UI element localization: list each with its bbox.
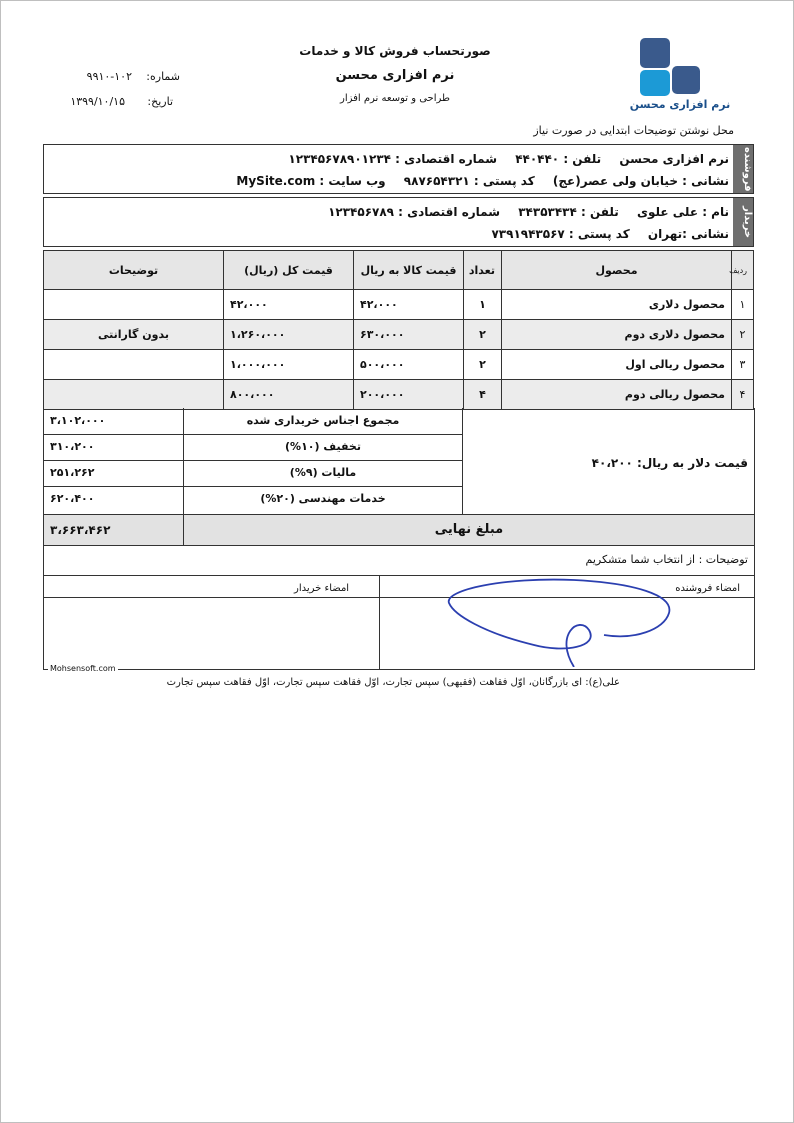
col-total-price: قیمت کل (ریال) (224, 251, 354, 290)
seller-phone: تلفن : ۴۴۰۴۴۰ (515, 152, 602, 166)
buyer-line-1 (314, 205, 729, 219)
number-value: ۹۹۱۰-۱۰۲ (86, 70, 132, 83)
seller-line-2 (222, 174, 729, 188)
final-amount-row (43, 514, 755, 546)
summary-label: تخفیف (۱۰%) (285, 440, 361, 453)
date-value: ۱۳۹۹/۱۰/۱۵ (70, 95, 125, 108)
row-number: ۳ (732, 350, 754, 380)
date-label: تاریخ: (147, 95, 173, 108)
notes-text: توضیحات : از انتخاب شما متشکریم (585, 553, 748, 566)
summary-label: خدمات مهندسی (۲۰%) (260, 492, 386, 505)
company-logo-icon (640, 38, 702, 98)
row-number: ۲ (732, 320, 754, 350)
seller-tag: فروشنده (733, 145, 753, 193)
final-amount-label: مبلغ نهایی (434, 522, 504, 537)
table-row (44, 290, 754, 320)
row-notes (44, 290, 224, 320)
col-quantity: تعداد (464, 251, 502, 290)
row-notes (44, 380, 224, 410)
table-row (44, 380, 754, 410)
row-unit-price: ۲۰۰،۰۰۰ (354, 380, 464, 410)
row-product: محصول ریالی اول (502, 350, 732, 380)
row-notes (44, 350, 224, 380)
seller-economic-code: شماره اقتصادی : ۱۲۳۴۵۶۷۸۹۰۱۲۳۴ (288, 152, 497, 166)
summary-value: ۳۱۰،۲۰۰ (44, 434, 184, 460)
row-unit-price: ۶۳۰،۰۰۰ (354, 320, 464, 350)
summary-label: مالیات (۹%) (289, 466, 357, 479)
seller-postal-code: کد پستی : ۹۸۷۶۵۴۳۲۱ (403, 174, 535, 188)
summary-divider (462, 408, 463, 514)
summary-row (44, 460, 462, 487)
row-notes: بدون گارانتی (44, 320, 224, 350)
summary-row (44, 408, 462, 435)
notes-box (43, 544, 755, 576)
table-header-row (44, 251, 754, 290)
row-unit-price: ۵۰۰،۰۰۰ (354, 350, 464, 380)
row-total-price: ۸۰۰،۰۰۰ (224, 380, 354, 410)
row-product: محصول دلاری (502, 290, 732, 320)
row-quantity: ۲ (464, 320, 502, 350)
header-note: محل نوشتن توضیحات ابتدایی در صورت نیاز (533, 124, 734, 137)
logo-text: نرم افزاری محسن (629, 98, 731, 111)
buyer-line-2 (477, 227, 729, 241)
footer-text: علی(ع): ای بازرگانان، اوّل فقاهت (فقیهی) سپس تجارت، اوّل فقاهت سپس تجارت، اوّل فقاهت سپس تجارت (166, 677, 620, 688)
row-number: ۱ (732, 290, 754, 320)
buyer-tag: خریدار (733, 198, 753, 246)
seller-name: نرم افزاری محسن (619, 152, 729, 166)
col-unit-price: قیمت کالا به ریال (354, 251, 464, 290)
col-product: محصول (502, 251, 732, 290)
summary-label: مجموع اجناس خریداری شده (246, 414, 400, 427)
buyer-economic-code: شماره اقتصادی : ۱۲۳۴۵۶۷۸۹ (328, 205, 501, 219)
row-number: ۴ (732, 380, 754, 410)
summary-row (44, 434, 462, 461)
company-name: نرم افزاری محسن (335, 68, 455, 83)
row-total-price: ۴۲،۰۰۰ (224, 290, 354, 320)
summary-value: ۶۲۰،۴۰۰ (44, 486, 184, 514)
row-total-price: ۱،۰۰۰،۰۰۰ (224, 350, 354, 380)
col-notes: توضیحات (44, 251, 224, 290)
invoice-number (60, 70, 180, 84)
col-row-number: ردیف (732, 251, 754, 290)
row-unit-price: ۴۲،۰۰۰ (354, 290, 464, 320)
table-row (44, 320, 754, 350)
seller-signature-icon (444, 575, 684, 667)
summary-box (43, 408, 755, 515)
dollar-rate: قیمت دلار به ریال: ۴۰،۲۰۰ (591, 456, 748, 470)
buyer-phone: تلفن : ۳۴۳۵۳۴۳۴ (518, 205, 619, 219)
signature-divider (379, 575, 380, 669)
seller-signature-label: امضاء فروشنده (675, 583, 740, 594)
footer-watermark: Mohsensoft.com (50, 664, 116, 673)
seller-line-1 (274, 152, 729, 166)
row-quantity: ۲ (464, 350, 502, 380)
buyer-address: نشانی :تهران (647, 227, 729, 241)
number-label: شماره: (146, 70, 180, 83)
signature-box (43, 575, 755, 670)
invoice-date (60, 95, 173, 109)
invoice-title: صورتحساب فروش کالا و خدمات (299, 44, 491, 58)
table-row (44, 350, 754, 380)
items-table (43, 250, 754, 410)
seller-box (43, 144, 754, 194)
buyer-box (43, 197, 754, 247)
summary-value: ۳،۱۰۲،۰۰۰ (44, 408, 184, 434)
buyer-name: نام : علی علوی (637, 205, 729, 219)
summary-row (44, 486, 462, 514)
row-quantity: ۱ (464, 290, 502, 320)
buyer-signature-label: امضاء خریدار (294, 583, 350, 594)
buyer-postal-code: کد پستی : ۷۳۹۱۹۴۳۵۶۷ (491, 227, 630, 241)
row-total-price: ۱،۲۶۰،۰۰۰ (224, 320, 354, 350)
summary-value: ۲۵۱،۲۶۲ (44, 460, 184, 486)
company-subtitle: طراحی و توسعه نرم افزار (339, 93, 450, 104)
seller-website: وب سایت : MySite.com (236, 174, 386, 188)
row-product: محصول ریالی دوم (502, 380, 732, 410)
row-product: محصول دلاری دوم (502, 320, 732, 350)
seller-address: نشانی : خیابان ولی عصر(عج) (552, 174, 729, 188)
row-quantity: ۴ (464, 380, 502, 410)
final-amount-value: ۳،۶۶۳،۴۶۲ (44, 515, 184, 545)
